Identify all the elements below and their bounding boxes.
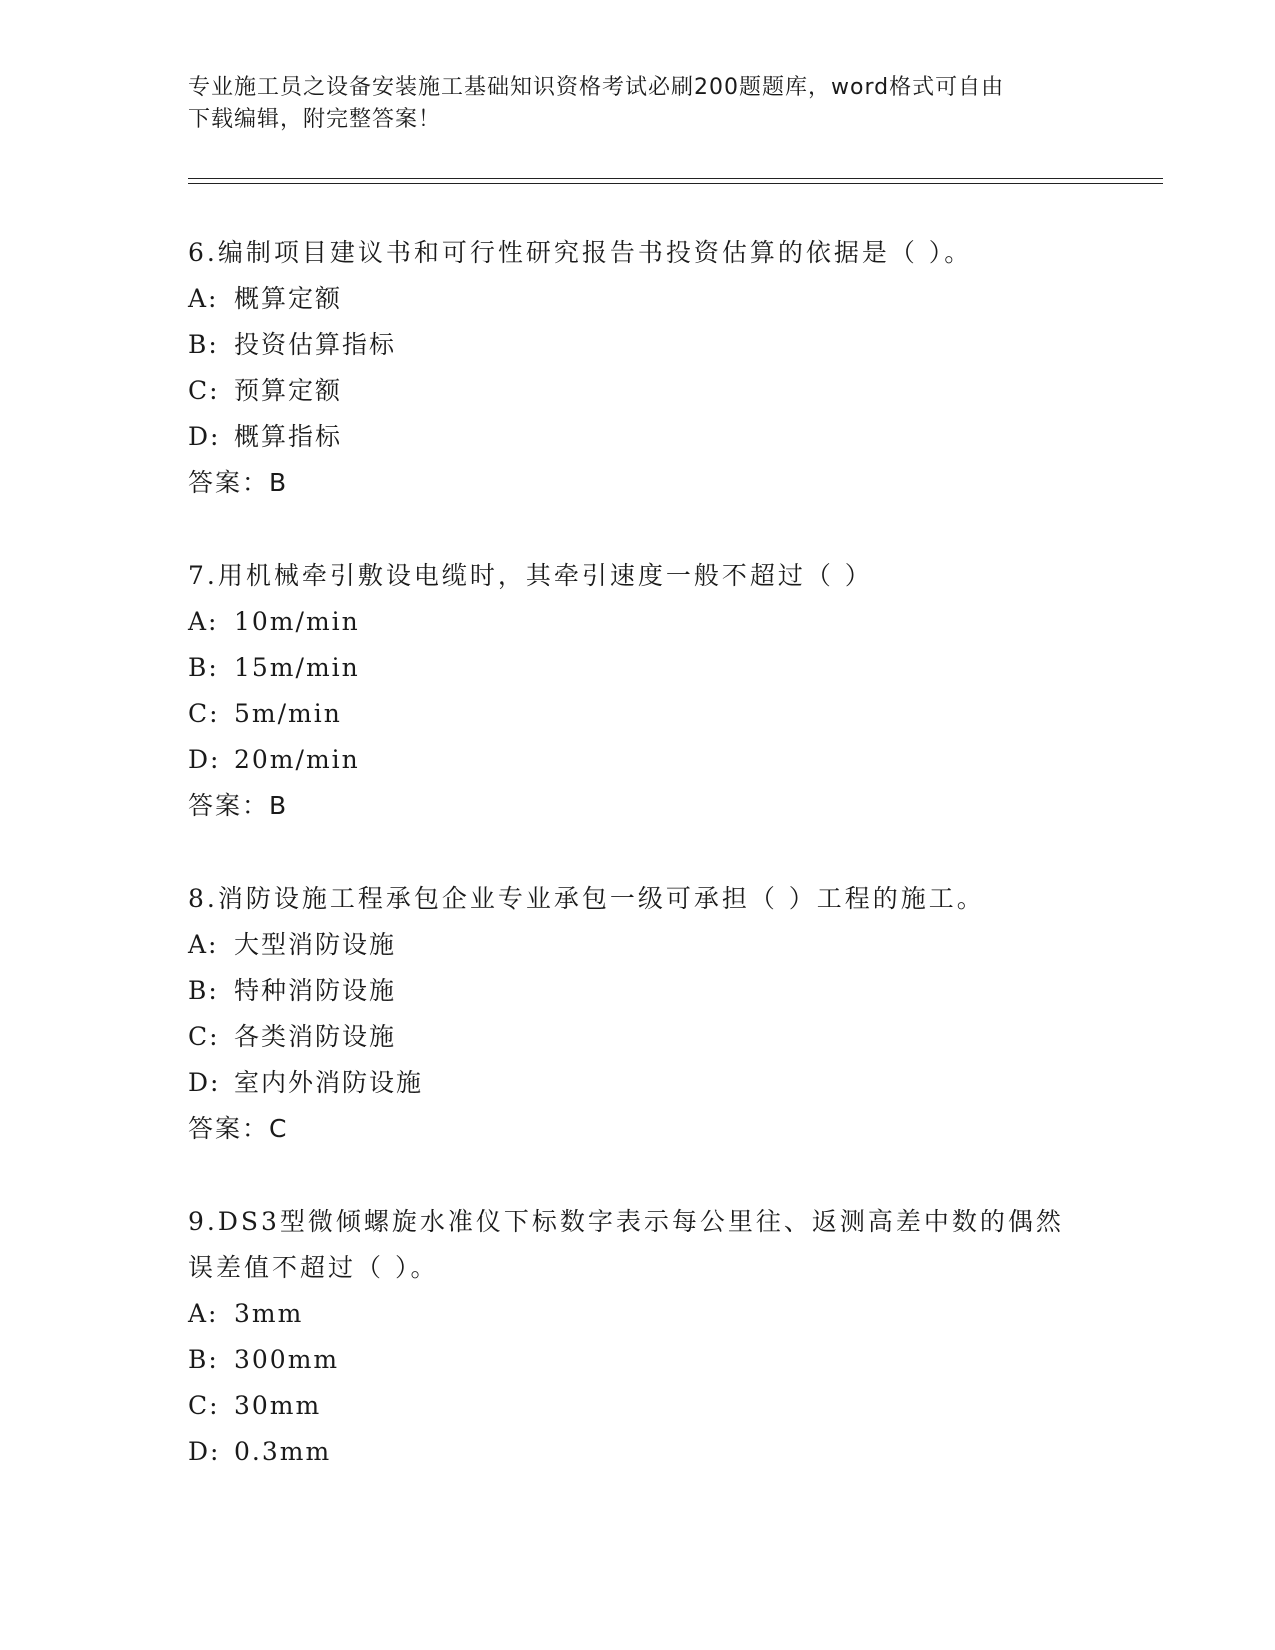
option-text: 预算定额 bbox=[234, 376, 343, 405]
answer-line: 答案：B bbox=[188, 468, 289, 497]
option-b bbox=[188, 968, 1088, 1014]
option-d bbox=[188, 414, 1088, 460]
option-letter: A: bbox=[188, 930, 219, 959]
option-text: 5m/min bbox=[234, 699, 342, 728]
answer-line: 答案：B bbox=[188, 791, 289, 820]
question-stem: 6.编制项目建议书和可行性研究报告书投资估算的依据是（ ）。 bbox=[188, 238, 973, 267]
option-text: 各类消防设施 bbox=[234, 1022, 397, 1051]
option-letter: A: bbox=[188, 1299, 219, 1328]
header-line-2: 下载编辑，附完整答案！ bbox=[188, 107, 442, 132]
question-stem-line-1: 9.DS3型微倾螺旋水准仪下标数字表示每公里往、返测高差中数的偶然 bbox=[188, 1207, 1064, 1236]
question-8 bbox=[188, 876, 1088, 1152]
option-c bbox=[188, 1014, 1088, 1060]
option-letter: D: bbox=[188, 745, 221, 774]
document-header bbox=[188, 72, 1068, 136]
option-letter: C: bbox=[188, 1022, 220, 1051]
option-a bbox=[188, 922, 1088, 968]
option-d bbox=[188, 1429, 1088, 1475]
option-letter: D: bbox=[188, 1437, 221, 1466]
option-letter: B: bbox=[188, 976, 219, 1005]
option-letter: B: bbox=[188, 330, 219, 359]
option-letter: D: bbox=[188, 422, 221, 451]
option-letter: C: bbox=[188, 1391, 220, 1420]
option-b bbox=[188, 1337, 1088, 1383]
answer-line: 答案：C bbox=[188, 1114, 289, 1143]
option-b bbox=[188, 645, 1088, 691]
option-letter: D: bbox=[188, 1068, 221, 1097]
option-a bbox=[188, 276, 1088, 322]
header-divider-top bbox=[188, 178, 1163, 179]
option-text: 15m/min bbox=[234, 653, 360, 682]
option-text: 特种消防设施 bbox=[234, 976, 397, 1005]
option-a bbox=[188, 1291, 1088, 1337]
option-letter: B: bbox=[188, 653, 219, 682]
option-a bbox=[188, 599, 1088, 645]
option-text: 概算定额 bbox=[234, 284, 343, 313]
option-d bbox=[188, 1060, 1088, 1106]
option-text: 10m/min bbox=[234, 607, 360, 636]
option-letter: C: bbox=[188, 376, 220, 405]
option-letter: A: bbox=[188, 284, 219, 313]
option-c bbox=[188, 691, 1088, 737]
option-c bbox=[188, 368, 1088, 414]
question-7 bbox=[188, 553, 1088, 829]
option-text: 室内外消防设施 bbox=[234, 1068, 424, 1097]
header-divider-bottom bbox=[188, 183, 1163, 184]
option-letter: A: bbox=[188, 607, 219, 636]
question-9 bbox=[188, 1199, 1088, 1475]
option-d bbox=[188, 737, 1088, 783]
option-c bbox=[188, 1383, 1088, 1429]
option-text: 投资估算指标 bbox=[234, 330, 397, 359]
option-letter: B: bbox=[188, 1345, 219, 1374]
question-stem: 7.用机械牵引敷设电缆时，其牵引速度一般不超过（ ） bbox=[188, 561, 873, 590]
question-stem-line-2: 误差值不超过（ ）。 bbox=[188, 1253, 439, 1282]
option-text: 3mm bbox=[234, 1299, 304, 1328]
option-text: 概算指标 bbox=[234, 422, 343, 451]
header-line-1: 专业施工员之设备安装施工基础知识资格考试必刷200题题库，word格式可自由 bbox=[188, 75, 1005, 100]
option-text: 20m/min bbox=[234, 745, 360, 774]
question-stem: 8.消防设施工程承包企业专业承包一级可承担（ ）工程的施工。 bbox=[188, 884, 985, 913]
question-6 bbox=[188, 230, 1088, 506]
option-text: 大型消防设施 bbox=[234, 930, 397, 959]
option-text: 300mm bbox=[234, 1345, 340, 1374]
option-letter: C: bbox=[188, 699, 220, 728]
option-text: 30mm bbox=[234, 1391, 322, 1420]
option-b bbox=[188, 322, 1088, 368]
option-text: 0.3mm bbox=[234, 1437, 332, 1466]
